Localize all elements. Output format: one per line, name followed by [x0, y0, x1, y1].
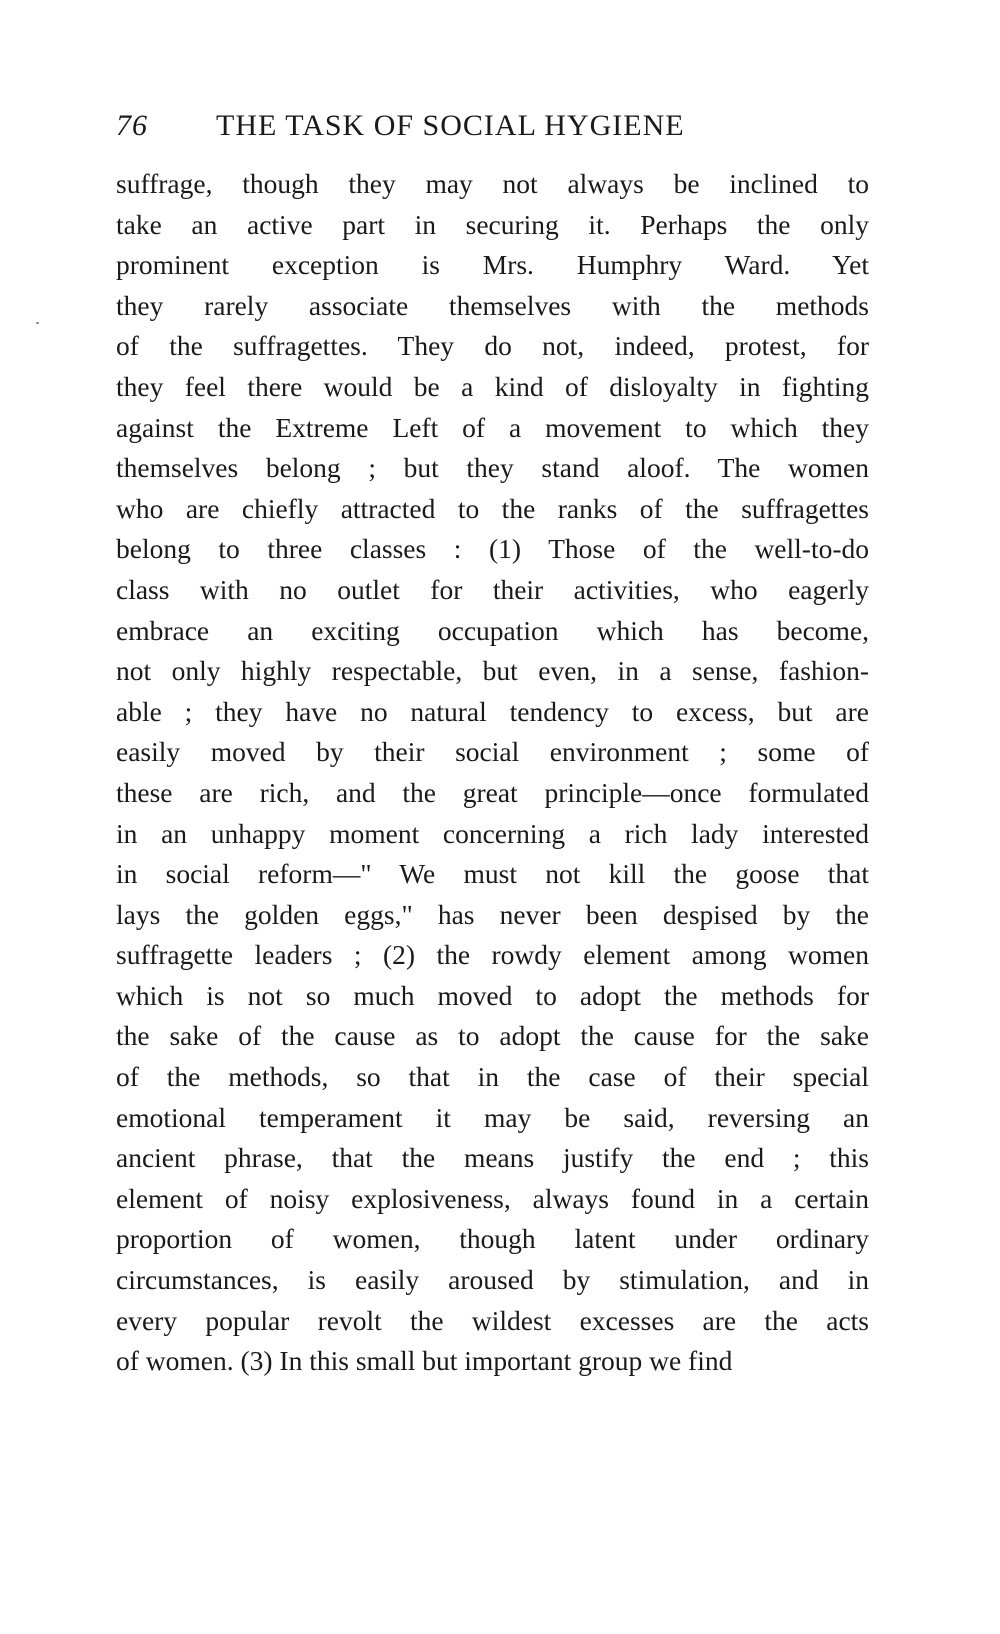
body-text — [116, 164, 869, 1382]
text-line: ancient phrase, that the means justify the end ; this — [116, 1142, 869, 1174]
running-title: THE TASK OF SOCIAL HYGIENE — [216, 109, 685, 142]
text-line: of women. (3) In this small but important group we find — [116, 1345, 733, 1377]
text-line: class with no outlet for their activities, who eagerly — [116, 573, 869, 605]
text-line: circumstances, is easily aroused by stimulation, and in — [116, 1264, 869, 1296]
text-line: in an unhappy moment concerning a rich lady interested — [116, 817, 869, 849]
text-line: of the methods, so that in the case of their special — [116, 1061, 869, 1093]
page-number: 76 — [116, 109, 148, 142]
text-line: who are chiefly attracted to the ranks of the suffragettes — [116, 492, 869, 524]
text-line: themselves belong ; but they stand aloof. The women — [116, 452, 869, 484]
text-line: element of noisy explosiveness, always found in a certain — [116, 1182, 869, 1214]
text-line: take an active part in securing it. Perhaps the only — [116, 208, 869, 240]
text-line: suffragette leaders ; (2) the rowdy element among women — [116, 939, 869, 971]
text-line: they rarely associate themselves with the methods — [116, 289, 869, 321]
text-line: in social reform—" We must not kill the goose that — [116, 858, 869, 890]
text-line: which is not so much moved to adopt the methods for — [116, 979, 869, 1011]
text-line: embrace an exciting occupation which has become, — [116, 614, 869, 646]
margin-speck — [36, 322, 39, 324]
text-line: the sake of the cause as to adopt the cause for the sake — [116, 1020, 869, 1052]
text-line: suffrage, though they may not always be inclined to — [116, 168, 869, 199]
text-line: against the Extreme Left of a movement to which they — [116, 411, 869, 443]
text-line: they feel there would be a kind of disloyalty in fighting — [116, 370, 869, 402]
text-line: emotional temperament it may be said, reversing an — [116, 1101, 869, 1133]
text-line: of the suffragettes. They do not, indeed, protest, for — [116, 330, 869, 362]
text-line: proportion of women, though latent under ordinary — [116, 1223, 869, 1255]
running-head — [116, 102, 876, 150]
text-line: not only highly respectable, but even, in a sense, fashion- — [116, 655, 869, 687]
text-line: every popular revolt the wildest excesses are the acts — [116, 1304, 869, 1336]
text-line: easily moved by their social environment ; some of — [116, 736, 869, 768]
text-line: these are rich, and the great principle—once formulated — [116, 776, 869, 808]
text-line: prominent exception is Mrs. Humphry Ward. Yet — [116, 249, 869, 281]
text-line: belong to three classes : (1) Those of the well-to-do — [116, 533, 869, 565]
text-line: able ; they have no natural tendency to excess, but are — [116, 695, 869, 727]
text-line: lays the golden eggs," has never been despised by the — [116, 898, 869, 930]
